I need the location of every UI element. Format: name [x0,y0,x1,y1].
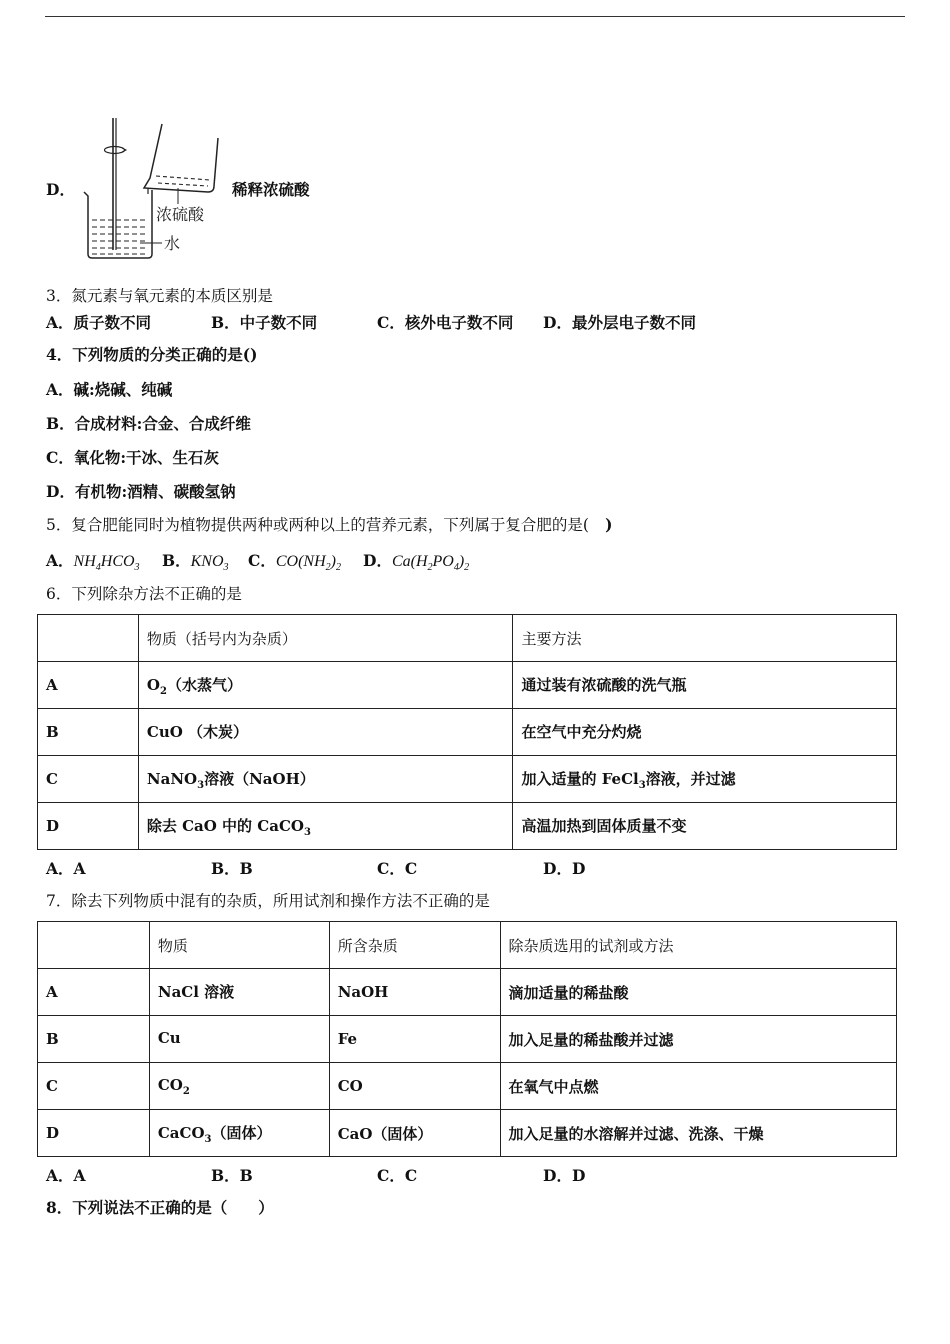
table-header-cell: 物质（括号内为杂质） [138,615,513,662]
method-cell: 滴加适量的稀盐酸 [500,969,896,1016]
q5-formula-c: $CO(NH_2)_2$ [275,553,341,574]
header-rule [45,16,905,17]
stir-arrow-icon [105,147,125,154]
table-row [38,969,897,1016]
q6-stem: 6．下列除杂方法不正确的是 [46,585,242,603]
q5-option-d: D．$Ca(H_2PO_4)_2$ [363,551,470,574]
q4-option-b: B．合成材料:合金、合成纤维 [46,414,251,433]
table-cell [38,922,150,969]
q4-option-a: A．碱:烧碱、纯碱 [46,380,173,399]
q6-answer-b: B．B [211,859,253,878]
q3-stem: 3．氮元素与氧元素的本质区别是 [46,287,273,305]
q7-answer-b: B．B [211,1166,253,1185]
table-row [38,662,897,709]
table-row [38,803,897,850]
dilution-diagram [78,112,238,267]
method-cell: 在氧气中点燃 [500,1063,896,1110]
pouring-beaker [144,124,218,192]
substance-cell: NaCl 溶液 [149,969,329,1016]
substance-cell: 除去 CaO 中的 CaCO$_3$ [138,803,513,850]
table-header-cell: 所含杂质 [329,922,500,969]
q3-option-d: D．最外层电子数不同 [543,313,696,332]
table-header-cell: 物质 [149,922,329,969]
table-header-row [38,922,897,969]
method-cell: 在空气中充分灼烧 [513,709,897,756]
q6-answer-d: D．D [543,859,586,878]
q7-table [37,921,897,1157]
row-key: B [38,1016,150,1063]
q3-option-c: C．核外电子数不同 [377,313,514,332]
row-key: B [38,709,139,756]
q5-option-a: A．$NH_4HCO_3$ [46,551,140,574]
method-cell: 加入足量的稀盐酸并过滤 [500,1016,896,1063]
q5-formula-d: $Ca(H_2PO_4)_2$ [391,553,470,574]
table-row [38,1063,897,1110]
impurity-cell: NaOH [329,969,500,1016]
q6-answer-a: A．A [46,859,86,878]
q5-option-c: C．$CO(NH_2)_2$ [248,551,341,574]
table-row [38,756,897,803]
q4-option-c: C．氧化物:干冰、生石灰 [46,448,220,467]
substance-cell: $CO_2$ [149,1063,329,1110]
row-key: A [38,969,150,1016]
table-row [38,709,897,756]
q7-answer-c: C．C [377,1166,418,1185]
row-key: C [38,1063,150,1110]
label-concentrated-acid: 浓硫酸 [156,205,205,224]
method-cell: 加入适量的 FeCl$_3$溶液，并过滤 [513,756,897,803]
impurity-cell: CO [329,1063,500,1110]
label-water: 水 [164,234,181,253]
row-key: A [38,662,139,709]
table-cell [38,615,139,662]
q3-option-b: B．中子数不同 [211,313,318,332]
q4-option-d: D．有机物:酒精、碳酸氢钠 [46,482,236,501]
table-row [38,1110,897,1157]
q7-stem: 7．除去下列物质中混有的杂质，所用试剂和操作方法不正确的是 [46,892,490,910]
substance-cell: CuO （木炭） [138,709,513,756]
table-header-row [38,615,897,662]
row-key: D [38,803,139,850]
q7-answer-a: A．A [46,1166,86,1185]
q5-formula-a: $NH_4HCO_3$ [73,553,140,574]
table-header-cell: 除杂质选用的试剂或方法 [500,922,896,969]
q7-answer-d: D．D [543,1166,586,1185]
q5-formula-b: $KNO_3$ [190,553,229,574]
substance-cell: Cu [149,1016,329,1063]
method-cell: 加入足量的水溶解并过滤、洗涤、干燥 [500,1110,896,1157]
q6-table [37,614,897,850]
impurity-cell: Fe [329,1016,500,1063]
impurity-cell: CaO（固体） [329,1110,500,1157]
option-d-label: D． [46,180,75,199]
q5-option-b: B．$KNO_3$ [162,551,229,574]
q8-stem: 8．下列说法不正确的是（ ） [46,1198,274,1217]
row-key: C [38,756,139,803]
q6-answer-c: C．C [377,859,418,878]
option-d-caption: 稀释浓硫酸 [232,180,310,199]
substance-cell: CaCO$_3$（固体） [149,1110,329,1157]
method-cell: 高温加热到固体质量不变 [513,803,897,850]
q5-stem: 5．复合肥能同时为植物提供两种或两种以上的营养元素，下列属于复合肥的是( ) [46,515,613,534]
q3-option-a: A．质子数不同 [46,313,152,332]
substance-cell: NaNO$_3$溶液（NaOH） [138,756,513,803]
row-key: D [38,1110,150,1157]
table-row [38,1016,897,1063]
q4-stem: 4．下列物质的分类正确的是() [46,345,258,364]
substance-cell: $O_2$（水蒸气） [138,662,513,709]
water-level [92,220,148,254]
method-cell: 通过装有浓硫酸的洗气瓶 [513,662,897,709]
table-header-cell: 主要方法 [513,615,897,662]
